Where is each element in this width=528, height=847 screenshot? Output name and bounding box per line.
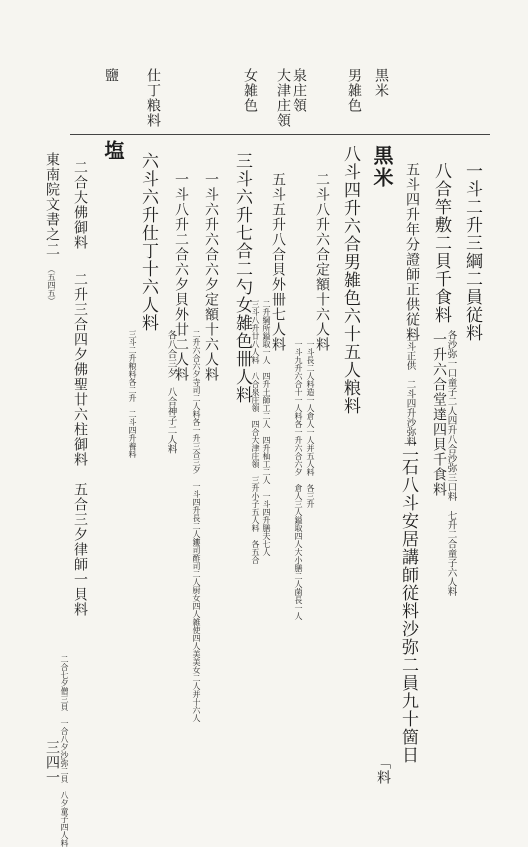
text-line-4: 八斗四升六合男雑色六十五人粮料 bbox=[340, 145, 360, 415]
text-line-11-cont: 二升三合四夕佛聖廿六柱御料 五合三夕律師一貝料 bbox=[72, 272, 88, 617]
text-note-1: 各沙弥一口童子二人四升八合沙弥三口料 七升二合童子六人料 bbox=[445, 330, 457, 596]
running-head-series: 東南院文書之二 bbox=[44, 152, 60, 257]
headnote-heimai: 黒米 bbox=[373, 68, 389, 98]
text-note-5: 一斗長二人料造一人倉人一人并五人料 各三升 bbox=[306, 340, 315, 508]
text-line-11: 二合大佛御料 bbox=[72, 160, 88, 250]
text-line-8: 一斗六升六合六夕定額十六人料 bbox=[203, 172, 219, 382]
text-line-3: 五斗四升年分證師正供従料 bbox=[404, 162, 420, 342]
text-line-1: 一斗二升三綱二員従料 bbox=[462, 162, 482, 342]
headnote-shio: 鹽 bbox=[103, 68, 119, 83]
text-line-5: 二斗八升六合定額十六人料 bbox=[314, 172, 330, 352]
text-line-3b: 二石八斗安居講師従料沙弥二員九十箇日 bbox=[398, 440, 418, 764]
text-line-6: 五斗五升八合貝外卌七人料 bbox=[270, 172, 286, 352]
text-note-5b: 一斗九升六合十一人料各一升六合六夕 倉人三人鎰取四人大小膳二人菌長一人 bbox=[294, 340, 303, 620]
section-shio: 塩 bbox=[101, 140, 125, 162]
text-note-6: 二升綱所鎰取一人 四升土師工二人 四升杣工二人 一斗四升膳夫七人 bbox=[262, 300, 271, 556]
text-line-2: 八合竿敷二貝千食料 bbox=[431, 162, 451, 324]
text-note-3: 三斗正供 二斗四升沙弥料 bbox=[404, 332, 416, 446]
text-note-10: 三斗二升粮料各二升 二斗四升養料 bbox=[128, 330, 137, 458]
headnote-otsu: 大津庄領 bbox=[275, 68, 291, 128]
text-note-8: 二升六合六夕寺司二人料各一升三合三夕 一斗四升長二人鏤司酢司二人厨女四人雑使四人美美女二人并十六人 bbox=[192, 330, 201, 722]
text-note-9: 各八合三夕 八合神子二人料 bbox=[165, 330, 177, 454]
text-note-6b: 三斗八升廿八人料 八合泉庄領 四合大津庄領 三升小子五人料 各五合 bbox=[251, 300, 260, 564]
text-note-2: 一升六合堂達四貝千食料 bbox=[431, 332, 447, 497]
page-number: 三四一 bbox=[44, 740, 60, 785]
headnote-onna-zasshoku: 女雑色 bbox=[242, 68, 258, 113]
text-line-10: 六斗六升仕丁十六人料 bbox=[138, 152, 158, 332]
running-head-page-ref: （五四五） bbox=[47, 265, 56, 305]
text-note-11: 二合七夕僧三貝 一合八夕沙弥二貝 八夕童子四人料 bbox=[60, 655, 69, 847]
headnote-izumi: 泉庄領 bbox=[291, 68, 307, 113]
headnote-nanzasshoku: 男雑色 bbox=[346, 68, 362, 113]
text-line-9: 一斗八升二合六夕貝外廿二人料 bbox=[173, 172, 189, 382]
header-rule bbox=[70, 134, 490, 135]
text-line-7: 三斗六升七合二勺女雑色卌人料 bbox=[232, 152, 252, 404]
text-note-3b: 「料 bbox=[375, 755, 391, 785]
section-heimai: 黒米 bbox=[370, 145, 394, 189]
headnote-shicho: 仕丁粮料 bbox=[145, 68, 161, 128]
